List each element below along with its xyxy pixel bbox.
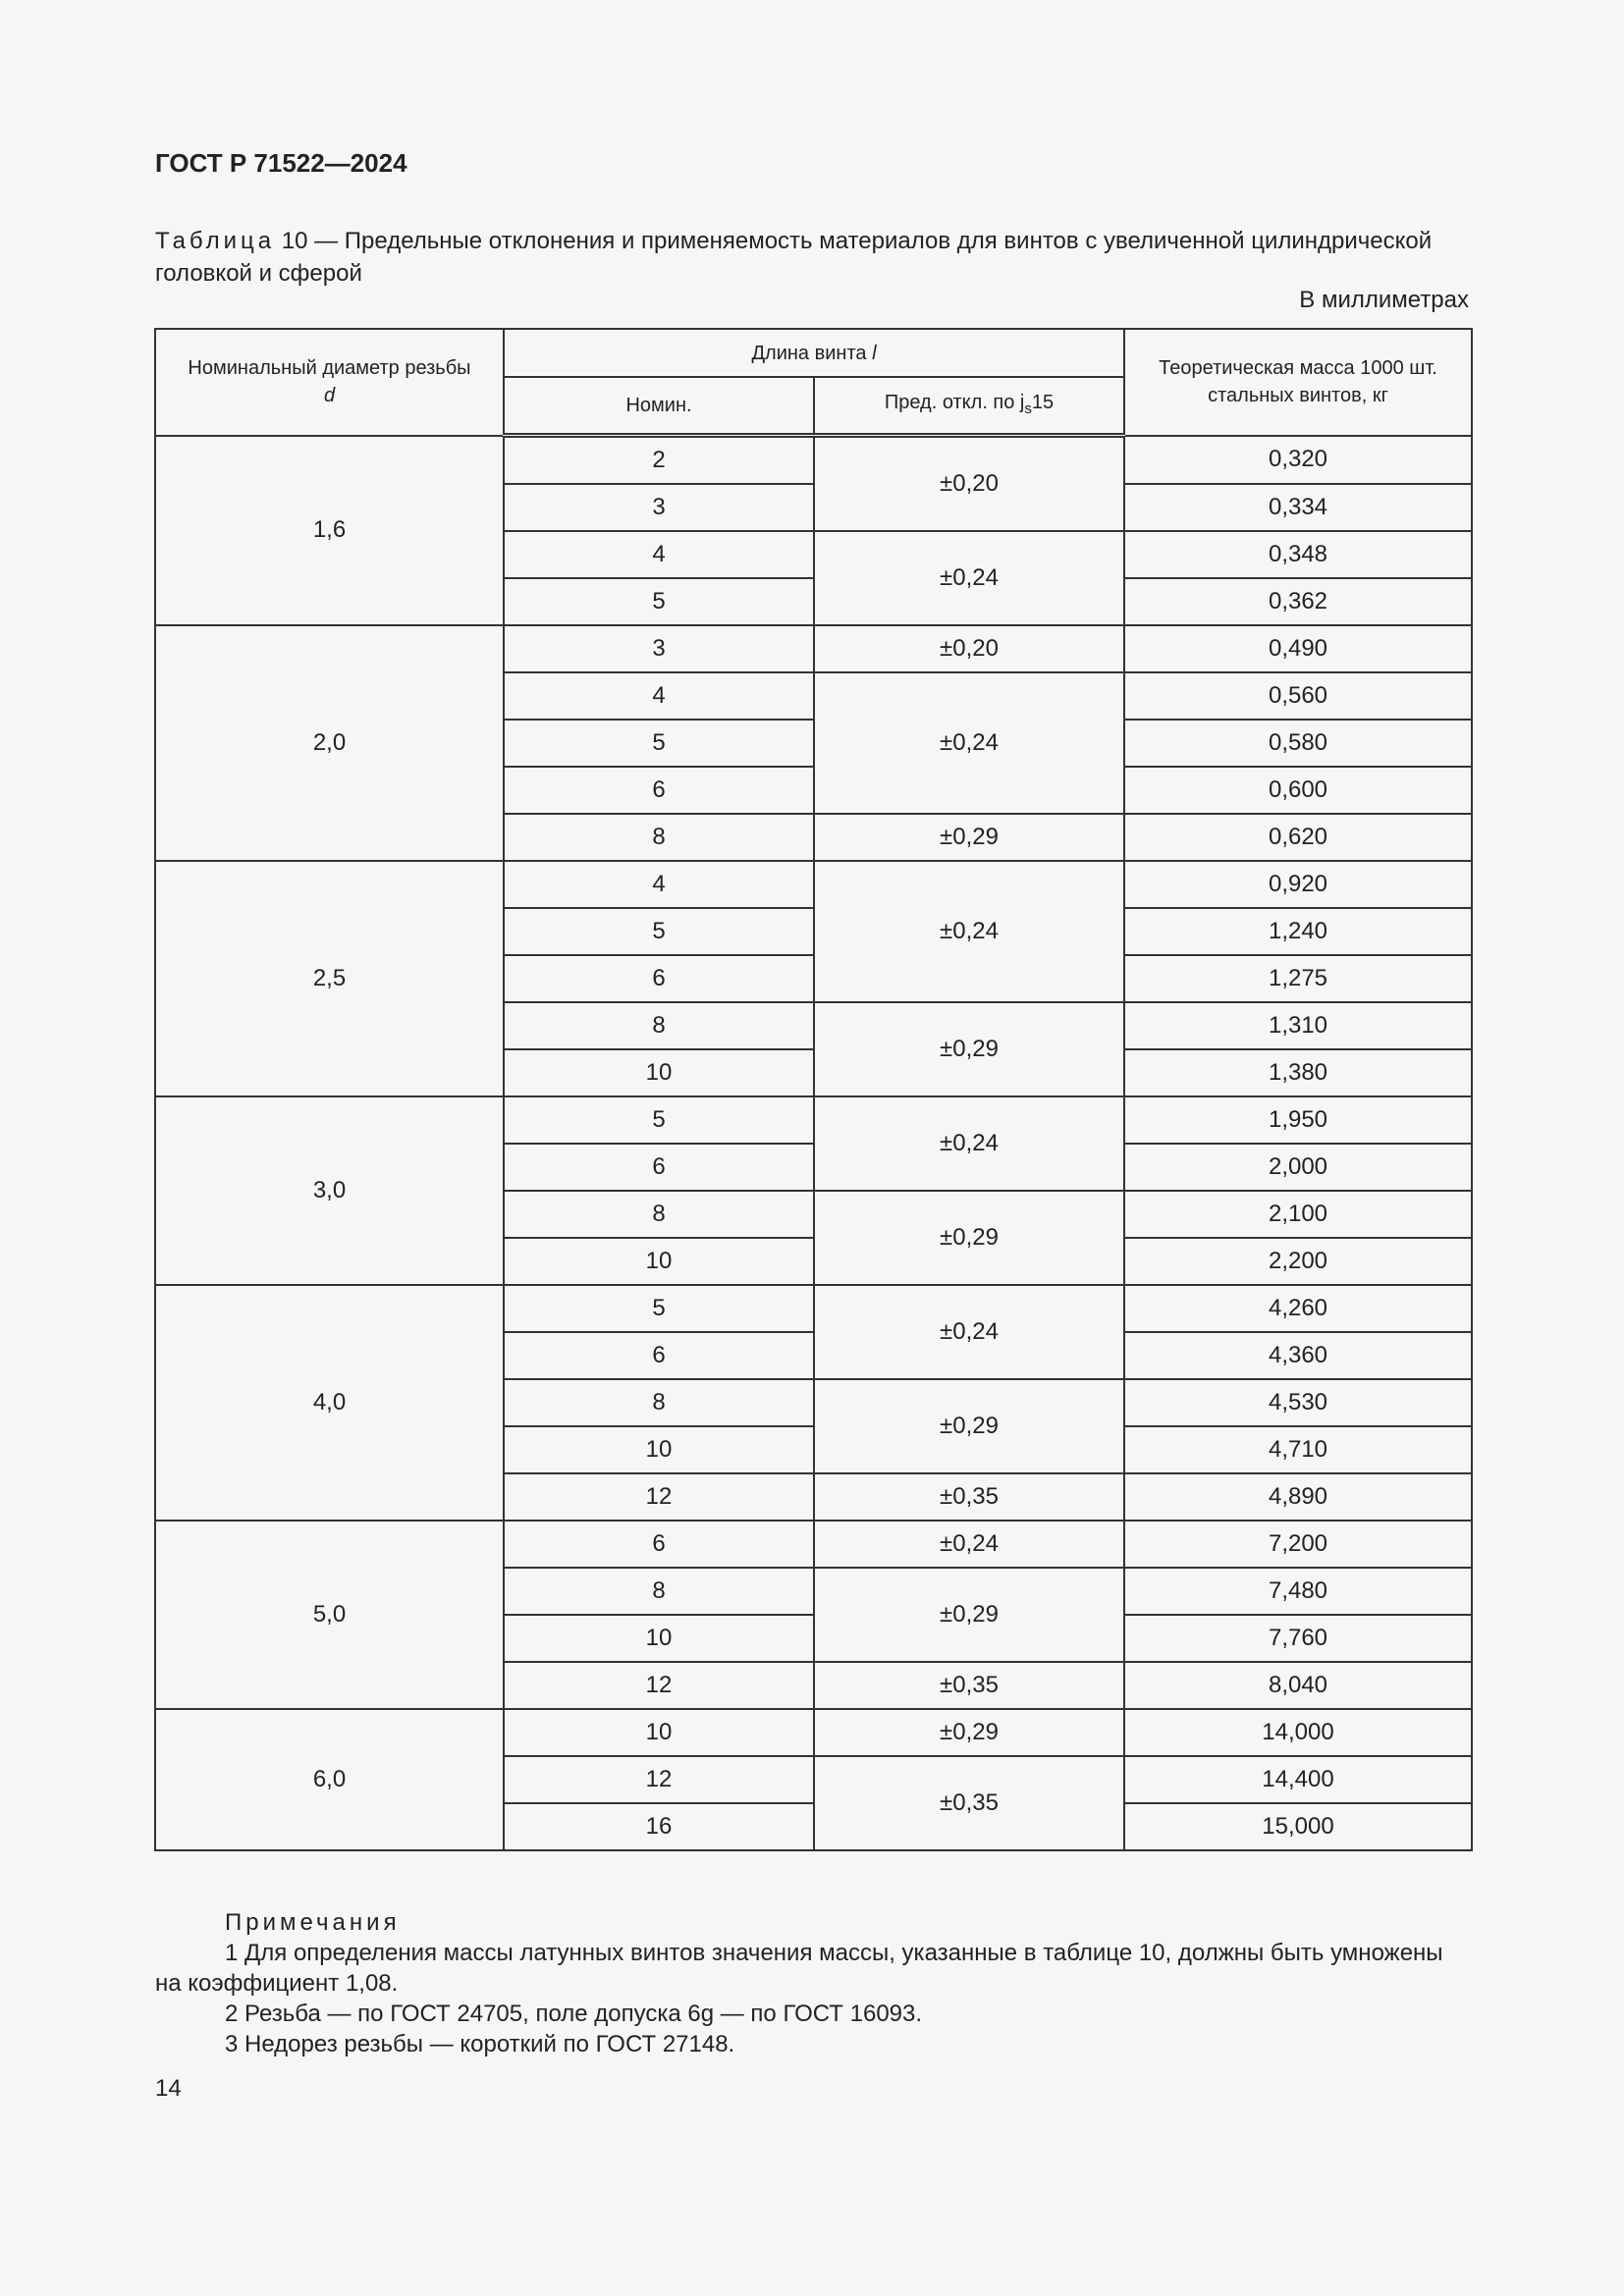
cell-tolerance: ±0,24 bbox=[814, 531, 1124, 625]
cell-mass: 0,620 bbox=[1124, 814, 1472, 861]
cell-tolerance: ±0,35 bbox=[814, 1756, 1124, 1850]
header-diameter-symbol: d bbox=[323, 385, 336, 407]
table-body bbox=[155, 436, 1472, 1851]
cell-length: 10 bbox=[504, 1426, 814, 1473]
table-row bbox=[155, 625, 1472, 672]
cell-mass: 2,100 bbox=[1124, 1191, 1472, 1238]
cell-mass: 14,400 bbox=[1124, 1756, 1472, 1803]
cell-length: 6 bbox=[504, 955, 814, 1002]
cell-tolerance: ±0,24 bbox=[814, 672, 1124, 814]
header-tolerance-prefix: Пред. откл. по j bbox=[884, 391, 1025, 413]
cell-length: 4 bbox=[504, 861, 814, 908]
header-length bbox=[504, 329, 1124, 377]
cell-mass: 7,200 bbox=[1124, 1521, 1472, 1568]
cell-length: 8 bbox=[504, 1568, 814, 1615]
note-item: 3 Недорез резьбы — короткий по ГОСТ 27148. bbox=[225, 2031, 735, 2057]
cell-length: 6 bbox=[504, 767, 814, 814]
cell-length: 8 bbox=[504, 1379, 814, 1426]
cell-mass: 4,710 bbox=[1124, 1426, 1472, 1473]
cell-mass: 0,560 bbox=[1124, 672, 1472, 720]
cell-length: 3 bbox=[504, 484, 814, 531]
cell-mass: 0,490 bbox=[1124, 625, 1472, 672]
cell-mass: 1,275 bbox=[1124, 955, 1472, 1002]
cell-mass: 4,530 bbox=[1124, 1379, 1472, 1426]
table-row bbox=[155, 1521, 1472, 1568]
header-mass bbox=[1124, 329, 1472, 436]
cell-length: 5 bbox=[504, 908, 814, 955]
cell-diameter: 1,6 bbox=[155, 436, 504, 626]
cell-mass: 1,380 bbox=[1124, 1049, 1472, 1096]
cell-length: 8 bbox=[504, 1191, 814, 1238]
cell-length: 8 bbox=[504, 814, 814, 861]
table-caption bbox=[155, 225, 1471, 290]
notes-title: Примечания bbox=[225, 1909, 401, 1936]
table-row bbox=[155, 1096, 1472, 1144]
cell-tolerance: ±0,29 bbox=[814, 1002, 1124, 1096]
units-note: В миллиметрах bbox=[1299, 287, 1469, 313]
document-code: ГОСТ Р 71522—2024 bbox=[155, 148, 407, 178]
header-mass-label: Теоретическая масса 1000 шт. стальных винтов, кг bbox=[1159, 357, 1437, 407]
cell-diameter: 4,0 bbox=[155, 1285, 504, 1521]
cell-mass: 2,200 bbox=[1124, 1238, 1472, 1285]
cell-diameter: 2,0 bbox=[155, 625, 504, 861]
cell-length: 10 bbox=[504, 1615, 814, 1662]
cell-mass: 0,580 bbox=[1124, 720, 1472, 767]
header-length-label: Длина винта bbox=[751, 342, 867, 364]
caption-label: Таблица bbox=[155, 228, 276, 254]
cell-mass: 1,950 bbox=[1124, 1096, 1472, 1144]
cell-length: 6 bbox=[504, 1144, 814, 1191]
page-number: 14 bbox=[155, 2075, 182, 2102]
table-row bbox=[155, 1285, 1472, 1332]
cell-length: 4 bbox=[504, 531, 814, 578]
cell-mass: 7,760 bbox=[1124, 1615, 1472, 1662]
cell-diameter: 3,0 bbox=[155, 1096, 504, 1285]
cell-length: 10 bbox=[504, 1049, 814, 1096]
cell-length: 3 bbox=[504, 625, 814, 672]
cell-length: 10 bbox=[504, 1238, 814, 1285]
cell-tolerance: ±0,29 bbox=[814, 814, 1124, 861]
cell-tolerance: ±0,24 bbox=[814, 1285, 1124, 1379]
table-row bbox=[155, 436, 1472, 485]
cell-diameter: 6,0 bbox=[155, 1709, 504, 1850]
header-tolerance-sub: s bbox=[1024, 400, 1032, 417]
table-header bbox=[155, 329, 1472, 436]
cell-tolerance: ±0,35 bbox=[814, 1662, 1124, 1709]
cell-mass: 14,000 bbox=[1124, 1709, 1472, 1756]
cell-mass: 0,362 bbox=[1124, 578, 1472, 625]
cell-length: 5 bbox=[504, 720, 814, 767]
cell-diameter: 2,5 bbox=[155, 861, 504, 1096]
cell-length: 6 bbox=[504, 1521, 814, 1568]
cell-mass: 1,310 bbox=[1124, 1002, 1472, 1049]
cell-tolerance: ±0,29 bbox=[814, 1379, 1124, 1473]
header-diameter-label: Номинальный диаметр резьбы bbox=[188, 357, 471, 380]
cell-mass: 4,890 bbox=[1124, 1473, 1472, 1521]
cell-mass: 0,320 bbox=[1124, 436, 1472, 485]
cell-mass: 7,480 bbox=[1124, 1568, 1472, 1615]
cell-mass: 0,600 bbox=[1124, 767, 1472, 814]
cell-tolerance: ±0,24 bbox=[814, 861, 1124, 1002]
cell-length: 12 bbox=[504, 1662, 814, 1709]
data-table bbox=[154, 328, 1473, 1851]
caption-text: 10 — Предельные отклонения и применяемость материалов для винтов с увеличенной цилиндрической головкой и сферой bbox=[155, 228, 1433, 287]
cell-length: 12 bbox=[504, 1756, 814, 1803]
cell-length: 6 bbox=[504, 1332, 814, 1379]
cell-length: 10 bbox=[504, 1709, 814, 1756]
cell-length: 8 bbox=[504, 1002, 814, 1049]
cell-length: 5 bbox=[504, 578, 814, 625]
header-length-symbol: l bbox=[872, 342, 877, 364]
cell-mass: 0,334 bbox=[1124, 484, 1472, 531]
cell-tolerance: ±0,20 bbox=[814, 625, 1124, 672]
cell-tolerance: ±0,29 bbox=[814, 1191, 1124, 1285]
cell-mass: 1,240 bbox=[1124, 908, 1472, 955]
cell-tolerance: ±0,24 bbox=[814, 1096, 1124, 1191]
cell-mass: 2,000 bbox=[1124, 1144, 1472, 1191]
cell-mass: 0,920 bbox=[1124, 861, 1472, 908]
cell-mass: 15,000 bbox=[1124, 1803, 1472, 1850]
cell-tolerance: ±0,29 bbox=[814, 1568, 1124, 1662]
cell-mass: 4,260 bbox=[1124, 1285, 1472, 1332]
cell-mass: 8,040 bbox=[1124, 1662, 1472, 1709]
note-item: 2 Резьба — по ГОСТ 24705, поле допуска 6g — по ГОСТ 16093. bbox=[225, 2001, 923, 2027]
header-tolerance-suffix: 15 bbox=[1031, 391, 1055, 413]
cell-length: 2 bbox=[504, 436, 814, 485]
cell-length: 5 bbox=[504, 1285, 814, 1332]
cell-tolerance: ±0,35 bbox=[814, 1473, 1124, 1521]
cell-diameter: 5,0 bbox=[155, 1521, 504, 1709]
header-tolerance bbox=[814, 377, 1124, 436]
table-row bbox=[155, 861, 1472, 908]
cell-mass: 0,348 bbox=[1124, 531, 1472, 578]
note-item: 1 Для определения массы латунных винтов значения массы, указанные в таблице 10, должны быть умножены на коэффициент 1,08. bbox=[155, 1940, 1443, 1997]
header-diameter bbox=[155, 329, 504, 436]
cell-length: 4 bbox=[504, 672, 814, 720]
header-nominal: Номин. bbox=[504, 377, 814, 436]
cell-length: 16 bbox=[504, 1803, 814, 1850]
cell-tolerance: ±0,29 bbox=[814, 1709, 1124, 1756]
cell-tolerance: ±0,20 bbox=[814, 436, 1124, 532]
cell-length: 5 bbox=[504, 1096, 814, 1144]
cell-tolerance: ±0,24 bbox=[814, 1521, 1124, 1568]
cell-mass: 4,360 bbox=[1124, 1332, 1472, 1379]
cell-length: 12 bbox=[504, 1473, 814, 1521]
table-row bbox=[155, 1709, 1472, 1756]
notes-section bbox=[155, 1907, 1471, 2059]
